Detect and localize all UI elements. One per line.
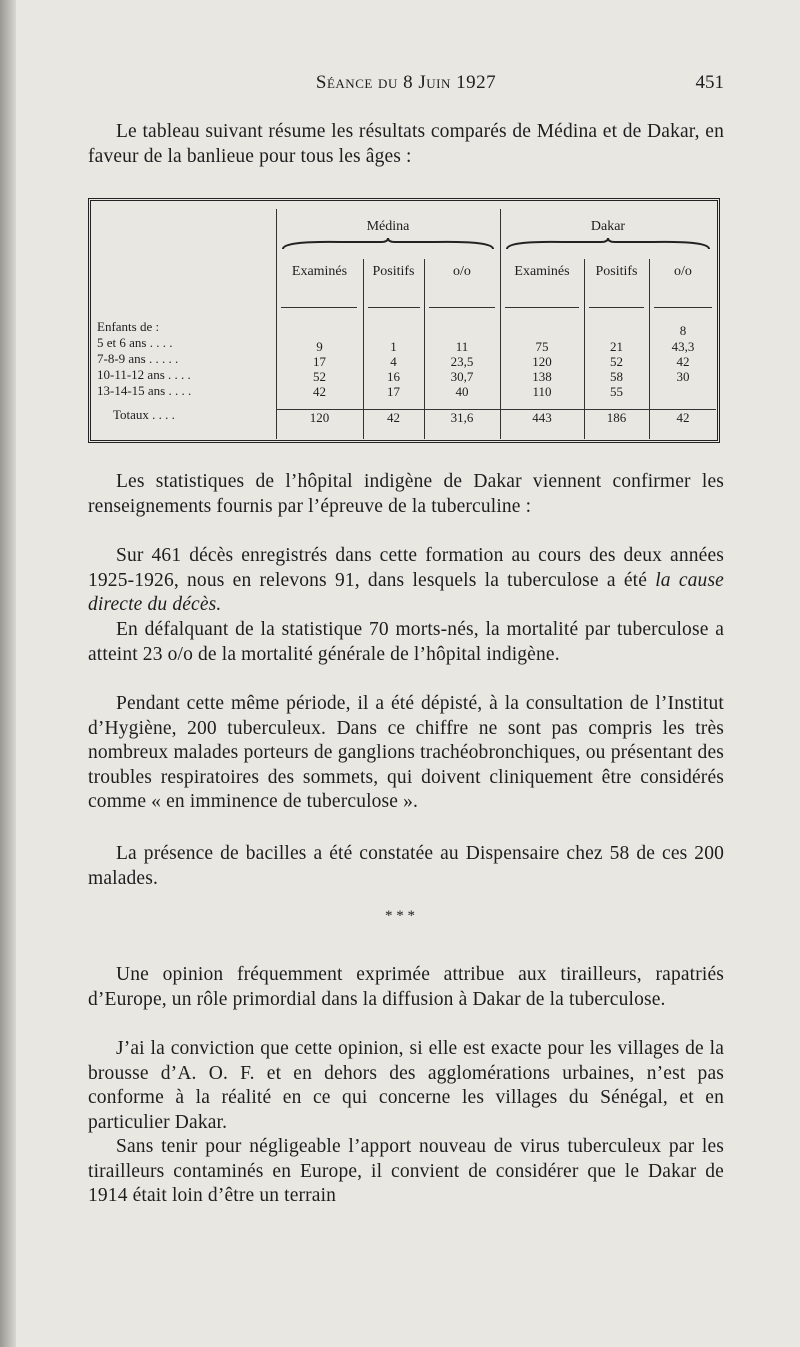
table-cell: 17 [313,354,326,369]
row-label: 13-14-15 ans . . . . [97,383,192,398]
totals-cell: 42 [676,410,690,425]
table-cell: 8 [679,323,687,338]
table-cell: 4 [390,354,397,369]
row-label: 5 et 6 ans . . . . [97,335,173,350]
table-cell: 43,3 [671,339,695,354]
paragraph-mortalite: En défalquant de la statistique 70 morts-nés, la mortalité par tuberculose a atteint 23 o/o de la mortalité générale de l’hôpital indigène. [88,619,724,665]
section-separator: * * * [385,908,415,924]
totals-cell: 42 [387,410,400,425]
totals-cell: 443 [532,410,552,425]
table-cell: 42 [313,384,326,399]
table-cell: 138 [532,369,552,384]
row-label: Enfants de : [97,319,160,334]
table-cell: 30,7 [450,369,474,384]
col-examines-dakar: Examinés [514,264,570,279]
running-title: Séance du 8 Juin 1927 [315,72,497,93]
col-positifs-medina: Positifs [372,264,415,279]
table-cell: 1 [390,339,397,354]
paragraph-deces-text: Sur 461 décès enregistrés dans cette formation au cours des deux années 1925-1926, nous en relevons 91, dans lesquels la tuberculose a été [88,545,724,591]
paragraph-bacilles: La présence de bacilles a été constatée au Dispensaire chez 58 de ces 200 malades. [88,843,724,889]
row-label: 7-8-9 ans . . . . . [97,351,179,366]
row-label: 10-11-12 ans . . . . [97,367,191,382]
totals-cell: 186 [606,410,627,425]
table-cell: 16 [387,369,400,384]
table-cell: 58 [610,369,623,384]
paragraph-opinion: Une opinion fréquemment exprimée attribue aux tirailleurs, rapatriés d’Europe, un rôle primordial dans la diffusion à Dakar de la tuberculose. [88,964,724,1010]
table-cell: 11 [455,339,469,354]
table-cell: 42 [676,354,690,369]
table-cell: 52 [610,354,623,369]
table-cell: 30 [676,369,690,384]
table-cell: 110 [532,384,552,399]
totals-cell: 31,6 [450,410,474,425]
col-examines-medina: Examinés [291,264,348,279]
table-cell: 75 [535,339,549,354]
totals-cell: 120 [309,410,330,425]
brace-dakar [505,237,711,251]
table-cell: 55 [610,384,623,399]
page-number: 451 [695,72,724,93]
table-cell: 9 [316,339,323,354]
table-cell: 52 [313,369,326,384]
group-dakar: Dakar [590,219,626,234]
brace-medina [281,237,495,251]
paragraph-statistics: Les statistiques de l’hôpital indigène de Dakar viennent confirmer les renseignements fournis par l’épreuve de la tuberculine : [88,471,724,517]
col-pct-dakar: o/o [674,264,692,279]
table-cell: 21 [610,339,623,354]
paragraph-depistage: Pendant cette même période, il a été dépisté, à la consultation de l’Institut d’Hygiène, 200 tuberculeux. Dans ce chiffre ne sont pas compris les très nombreux malades porteurs de ganglions trachéobronchiques, ou présentant des troubles respiratoires des sommets, qui doivent cliniquement être considérés comme « en imminence de tuberculose ». [88,693,724,813]
table-cell: 17 [387,384,400,399]
col-pct-medina: o/o [453,264,471,279]
paragraph-virus: Sans tenir pour négligeable l’apport nouveau de virus tuberculeux par les tirailleurs contaminés en Europe, il convient de considérer que le Dakar de 1914 était loin d’être un terrain [88,1136,724,1207]
intro-paragraph: Le tableau suivant résume les résultats comparés de Médina et de Dakar, en faveur de la banlieue pour tous les âges : [88,121,724,167]
page-header [88,72,724,102]
col-positifs-dakar: Positifs [595,264,638,279]
table-cell: 23,5 [450,354,474,369]
table-cell: 120 [532,354,552,369]
paragraph-conviction: J’ai la conviction que cette opinion, si elle est exacte pour les villages de la brousse d’A. O. F. et en dehors des agglomérations urbaines, n’est pas conforme à la réalité en ce qui concerne les villages du Sénégal, et en particulier Dakar. [88,1038,724,1133]
paragraph-deces [88,544,724,618]
group-medina: Médina [366,219,410,234]
results-table [88,198,720,443]
totals-label: Totaux . . . . [113,407,175,422]
page-edge [0,0,16,1347]
emphasis-cause: la cause directe du décès. [88,569,724,616]
table-cell: 40 [455,384,469,399]
